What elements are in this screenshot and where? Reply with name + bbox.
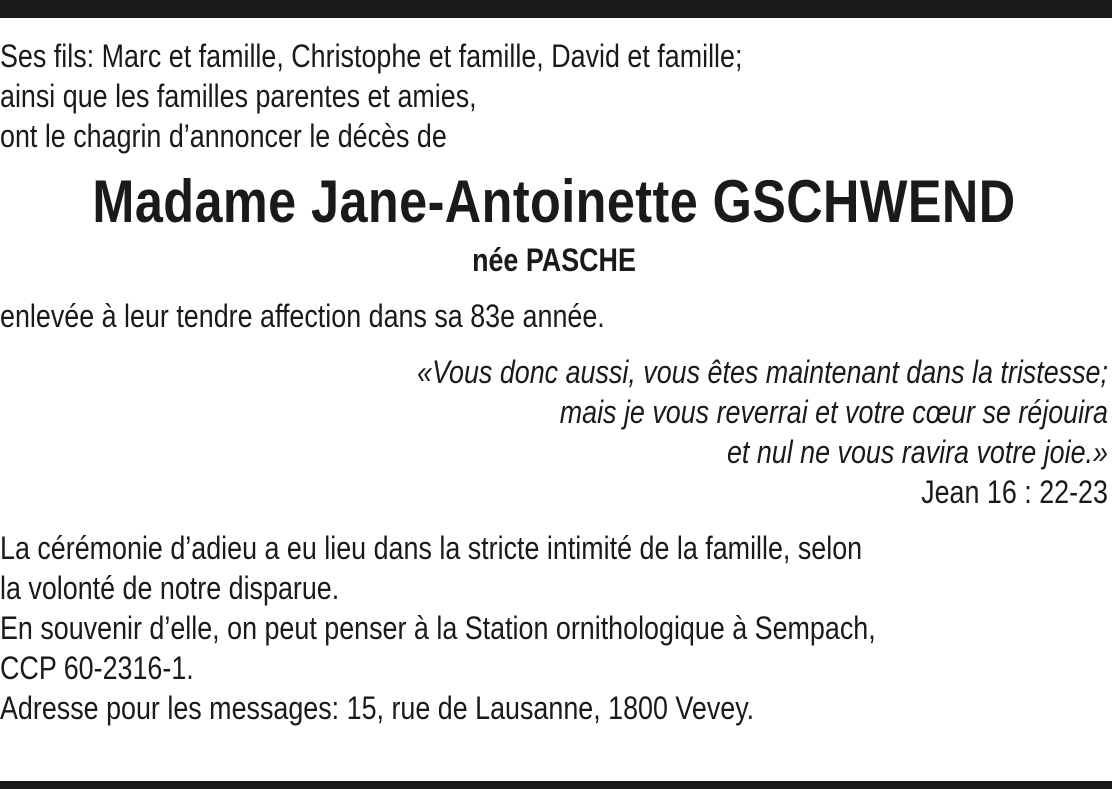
top-border-rule [0, 0, 1112, 18]
verse-line-3: et nul ne vous ravira votre joie.» [726, 434, 1108, 470]
intro-line-2: ainsi que les familles parentes et amies, [0, 78, 477, 114]
intro-line-1: Ses fils: Marc et famille, Christophe et famille, David et famille; [0, 38, 743, 74]
obituary-notice [0, 36, 1108, 728]
bottom-border-rule [0, 781, 1112, 789]
verse-reference: Jean 16 : 22-23 [921, 474, 1108, 510]
bible-verse [0, 352, 1108, 512]
age-line: enlevée à leur tendre affection dans sa 83e année. [0, 298, 605, 334]
maiden-name: née PASCHE [472, 242, 636, 278]
intro-line-3: ont le chagrin d’annoncer le décès de [0, 118, 447, 154]
deceased-name: Madame Jane-Antoinette GSCHWEND [92, 168, 1016, 235]
verse-line-1: «Vous donc aussi, vous êtes maintenant dans la tristesse; [417, 354, 1108, 390]
notice-line-5: Adresse pour les messages: 15, rue de Lausanne, 1800 Vevey. [0, 690, 755, 726]
verse-line-2: mais je vous reverrai et votre cœur se réjouira [559, 394, 1108, 430]
notice-line-1: La cérémonie d’adieu a eu lieu dans la stricte intimité de la famille, selon [0, 530, 863, 566]
notice-line-2: la volonté de notre disparue. [0, 570, 340, 606]
ceremony-notice [0, 528, 1108, 728]
intro-block [0, 36, 1108, 156]
notice-line-3: En souvenir d’elle, on peut penser à la Station ornithologique à Sempach, [0, 610, 876, 646]
notice-line-4: CCP 60-2316-1. [0, 650, 194, 686]
